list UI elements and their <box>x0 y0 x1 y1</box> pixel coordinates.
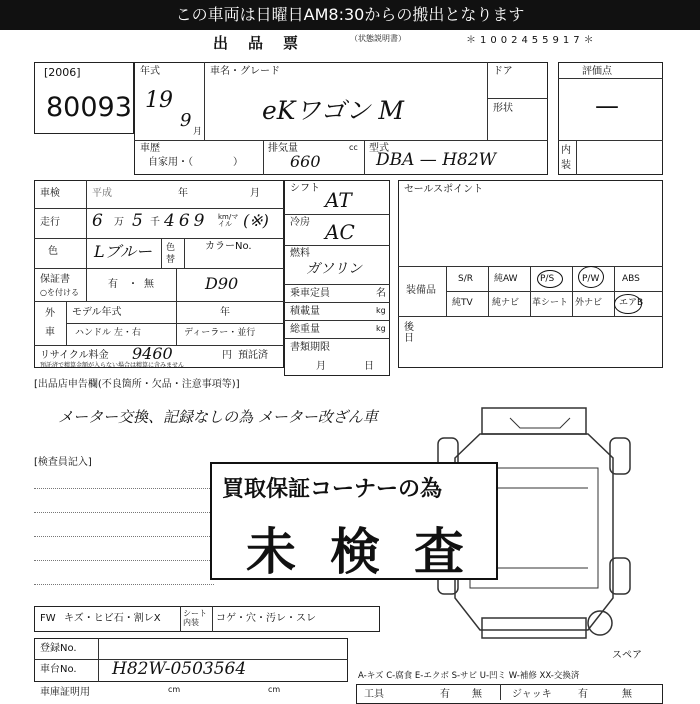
weight-label: 総重量 <box>290 324 320 335</box>
sheet-title: 出品票 <box>213 34 319 52</box>
capacity-label: 乗車定員 <box>290 288 330 299</box>
foreign-label-2: 車 <box>45 327 55 338</box>
load-unit: kg <box>376 306 386 315</box>
equip-airbag: エアB <box>619 298 644 308</box>
color-label: 色 <box>48 246 58 257</box>
airbag-circle <box>614 294 642 314</box>
inspection-label: 車検 <box>40 188 60 199</box>
recycle-status: 預託済 <box>238 350 268 361</box>
mileage-hyaku-value: 469 <box>164 211 209 231</box>
foreign-dealer: ディーラー・並行 <box>184 328 256 338</box>
ps-circle <box>537 270 563 288</box>
recycle-note: 預託済で精算金額が入らない場合は精算に含みません <box>40 362 185 369</box>
stamp-line2: 未検査 <box>246 523 498 581</box>
color-code-label: カラーNo. <box>205 241 252 252</box>
grade-label: 評価点 <box>582 66 612 77</box>
weight-unit: kg <box>376 324 386 333</box>
equipment-label: 装備品 <box>406 285 436 296</box>
history-value: 自家用・（ ） <box>148 157 243 168</box>
warranty-no: 無 <box>144 279 154 290</box>
lot-year-code: [2006] <box>44 66 81 79</box>
fuel-value: ガソリン <box>306 261 362 277</box>
equip-ext-navi: 外ナビ <box>575 298 603 308</box>
legend-fw-text: キズ・ヒビ石・割レX <box>64 613 161 624</box>
shift-label: シフト <box>290 183 320 194</box>
tools-no: 無 <box>472 689 482 700</box>
tools-label: 工具 <box>364 689 384 700</box>
repaint-label: 色替 <box>166 243 176 265</box>
year-value: 19 <box>145 88 173 113</box>
mileage-sen-unit: 千 <box>150 217 160 228</box>
chassis-label: 車台No. <box>40 664 77 675</box>
interior-label: 内装 <box>561 145 571 171</box>
equip-leather: 革シート <box>532 298 569 308</box>
grade-value: — <box>595 92 619 120</box>
warranty-label: 保証書 <box>40 274 70 285</box>
inspection-year: 年 <box>178 188 188 199</box>
docs-month: 月 <box>316 361 326 372</box>
certificate-unit2: cm <box>268 685 281 694</box>
ac-value: AC <box>325 220 355 244</box>
displacement-label: 排気量 <box>268 143 298 154</box>
shift-value: AT <box>325 188 352 212</box>
equip-alloy: 純AW <box>494 274 518 284</box>
displacement-value: 660 <box>290 152 321 171</box>
tools-box <box>356 684 663 704</box>
equip-tv: 純TV <box>452 298 473 308</box>
foreign-label-1: 外 <box>45 308 55 319</box>
notice-banner: この車両は日曜日AM8:30からの搬出となります <box>0 0 700 30</box>
equip-sr: S/R <box>458 274 473 284</box>
recycle-value: 9460 <box>132 344 173 363</box>
month-unit: 月 <box>193 127 203 137</box>
equip-navi: 純ナビ <box>492 298 520 308</box>
remarks-header: [出品店申告欄(不良箇所・欠品・注意事項等)] <box>34 379 240 390</box>
stamp-line1: 買取保証コーナーの為 <box>222 477 443 502</box>
jack-yes: 有 <box>578 689 588 700</box>
foreign-handle: ハンドル 左・右 <box>75 328 141 338</box>
recycle-unit: 円 <box>222 350 232 361</box>
registration-label: 登録No. <box>40 643 77 654</box>
serial-number: ＊1002455917＊ <box>466 35 598 46</box>
name-value: eKワゴン M <box>262 96 405 125</box>
equip-pw: P/W <box>582 274 600 284</box>
mileage-label: 走行 <box>40 217 60 228</box>
mileage-man-value: 6 <box>92 211 103 231</box>
model-type-value: DBA — H82W <box>376 150 497 170</box>
legend-fw: FW <box>40 613 56 624</box>
legend-seat-text: コゲ・穴・汚レ・スレ <box>216 613 316 624</box>
uninspected-stamp <box>210 462 498 580</box>
jack-no: 無 <box>622 689 632 700</box>
mileage-flag: (※) <box>243 211 269 230</box>
inspection-month: 月 <box>250 188 260 199</box>
load-label: 積載量 <box>290 306 320 317</box>
certificate-unit1: cm <box>168 685 181 694</box>
inspection-era: 平成 <box>92 188 112 199</box>
year-label: 年式 <box>140 66 160 77</box>
warranty-sub: ○を付ける <box>40 288 79 297</box>
history-label: 車歴 <box>140 143 160 154</box>
shape-label: 形状 <box>493 103 513 114</box>
equip-ps: P/S <box>540 274 555 284</box>
foreign-model-year: モデル年式 <box>72 307 122 318</box>
docs-day: 日 <box>364 361 374 372</box>
mileage-man-unit: 万 <box>114 217 124 228</box>
inspector-header: [検査員記入] <box>34 457 92 468</box>
recycle-label: リサイクル料金 <box>40 350 109 361</box>
color-value: Lブルー <box>94 242 152 261</box>
equip-abs: ABS <box>622 274 640 284</box>
displacement-unit: cc <box>349 143 358 152</box>
remarks-text: メーター交換、記録なしの為 メーター改ざん車 <box>58 408 378 426</box>
color-code-value: D90 <box>205 274 239 293</box>
sheet-subtitle: （状態説明書） <box>350 34 406 43</box>
foreign-model-year-unit: 年 <box>220 307 230 318</box>
jack-label: ジャッキ <box>512 689 552 700</box>
ac-label: 冷房 <box>290 217 310 228</box>
spare-label: スペア <box>612 650 642 661</box>
fuel-label: 燃料 <box>290 248 310 259</box>
pw-circle <box>578 266 604 288</box>
tools-yes: 有 <box>440 689 450 700</box>
month-value: 9 <box>180 110 192 131</box>
rear-label: 後日 <box>404 322 414 344</box>
defect-codes: A-キズ C-腐食 E-エクボ S-サビ U-凹ミ W-補修 XX-交換済 <box>358 671 580 681</box>
door-label: ドア <box>493 66 513 77</box>
legend-seat-label: シート内装 <box>183 609 207 627</box>
certificate-label: 車庫証明用 <box>40 687 90 698</box>
name-label: 車名・グレード <box>210 66 280 77</box>
docs-label: 書類期限 <box>290 342 330 353</box>
mileage-rest-value: 5 <box>132 211 143 231</box>
sales-point-label: セールスポイント <box>404 184 484 195</box>
mileage-unit: km/マイル <box>218 213 239 228</box>
chassis-value: H82W-0503564 <box>112 659 247 679</box>
lot-number: 80093 <box>46 92 132 123</box>
model-type-label: 型式 <box>369 143 389 154</box>
warranty-yes: 有 <box>108 279 118 290</box>
capacity-unit: 名 <box>376 288 386 299</box>
